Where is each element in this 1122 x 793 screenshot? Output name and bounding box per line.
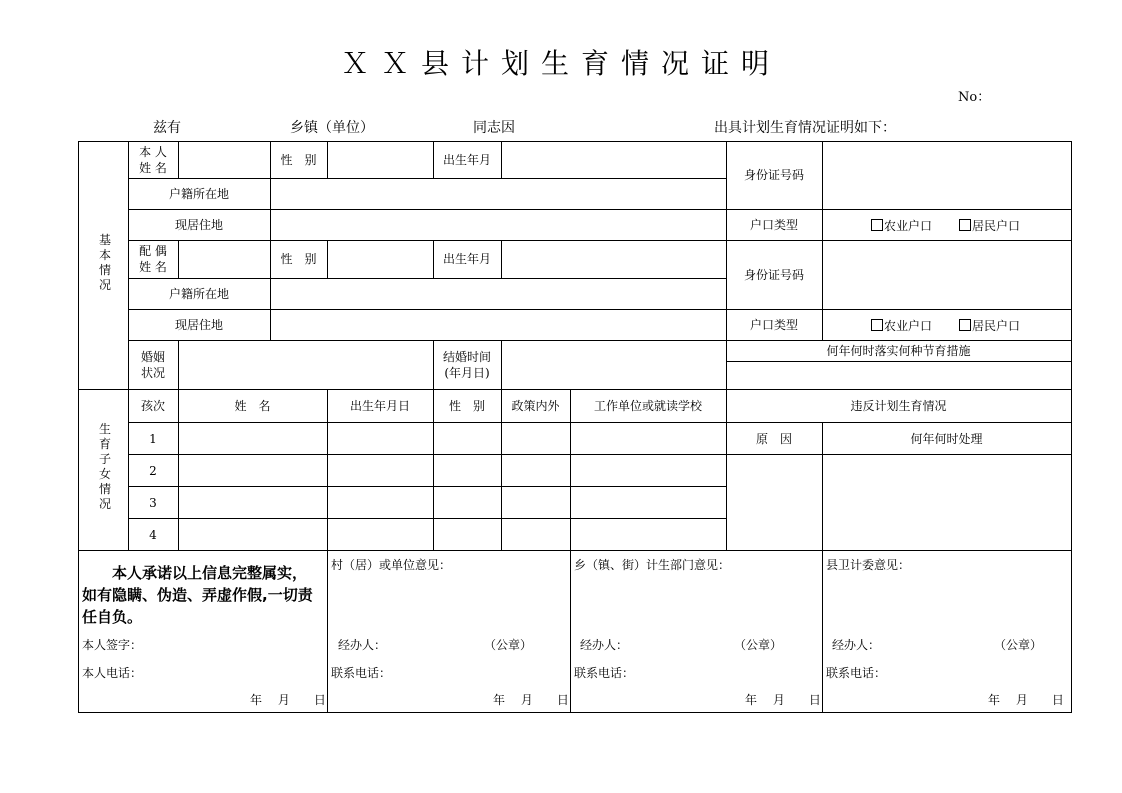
- spouse-household-label: 户籍所在地: [168, 287, 229, 301]
- child-policy-header: 政策内外: [511, 399, 560, 413]
- spouse-residence-label: 现居住地: [174, 318, 223, 332]
- self-date-label: 年 月 日: [250, 693, 326, 707]
- child-row-3: 3: [149, 496, 157, 510]
- spouse-hukou-type-label: 户口类型: [749, 318, 798, 332]
- village-seal-label: （公章）: [484, 638, 533, 652]
- marital-status-label: 婚姻 状况: [140, 350, 165, 380]
- spouse-birth-label: 出生年月: [442, 252, 491, 266]
- spouse-name-label: 配 偶 姓 名: [139, 244, 167, 274]
- self-birth-label: 出生年月: [442, 153, 491, 167]
- contraception-label: 何年何时落实何种节育措施: [826, 344, 971, 358]
- intro-part-4: 出具计划生育情况证明如下：: [714, 120, 896, 136]
- self-agri-option[interactable]: 农业户口: [871, 218, 932, 234]
- township-phone-label: 联系电话：: [574, 666, 635, 680]
- pledge-statement: 本人承诺以上信息完整属实，如有隐瞒、伪造、弄虚作假,一切责任自负。: [82, 564, 313, 626]
- county-date-label: 年 月 日: [988, 693, 1064, 707]
- county-phone-label: 联系电话：: [826, 666, 887, 680]
- marriage-time-label: 结婚时间 (年月日): [442, 350, 491, 380]
- spouse-resident-option[interactable]: 居民户口: [959, 318, 1020, 334]
- self-sign-label: 本人签字：: [82, 638, 143, 652]
- page-title: ＸＸ县计划生育情况证明: [340, 47, 781, 80]
- checkbox-icon[interactable]: [871, 319, 883, 331]
- township-opinion-label: 乡（镇、街）计生部门意见：: [574, 558, 731, 572]
- violation-reason-header: 原 因: [755, 432, 792, 446]
- township-date-label: 年 月 日: [745, 693, 821, 707]
- intro-part-1: 兹有: [153, 120, 181, 136]
- self-gender-label: 性 别: [280, 153, 317, 167]
- intro-part-3: 同志因: [473, 120, 515, 136]
- child-row-2: 2: [149, 464, 157, 478]
- checkbox-icon[interactable]: [871, 219, 883, 231]
- self-name-label: 本 人 姓 名: [139, 145, 167, 175]
- village-opinion-label: 村（居）或单位意见：: [331, 558, 452, 572]
- spouse-id-label: 身份证号码: [743, 268, 804, 282]
- self-id-label: 身份证号码: [743, 168, 804, 182]
- county-opinion-label: 县卫计委意见：: [826, 558, 911, 572]
- spouse-agri-option[interactable]: 农业户口: [871, 318, 932, 334]
- violation-handling-header: 何年何时处理: [910, 432, 983, 446]
- number-label: No：: [958, 90, 991, 105]
- checkbox-icon[interactable]: [959, 319, 971, 331]
- county-handler-label: 经办人：: [832, 638, 881, 652]
- child-row-4: 4: [149, 528, 157, 542]
- self-phone-label: 本人电话：: [82, 666, 143, 680]
- village-date-label: 年 月 日: [493, 693, 569, 707]
- spouse-gender-label: 性 别: [280, 252, 317, 266]
- self-residence-label: 现居住地: [174, 218, 223, 232]
- child-order-header: 孩次: [140, 399, 165, 413]
- child-gender-header: 性 别: [448, 399, 485, 413]
- child-birthday-header: 出生年月日: [349, 399, 410, 413]
- basic-section-label: 基本情况: [98, 233, 111, 292]
- county-seal-label: （公章）: [994, 638, 1043, 652]
- self-hukou-type-label: 户口类型: [749, 218, 798, 232]
- intro-part-2: 乡镇（单位）: [290, 120, 374, 136]
- township-seal-label: （公章）: [734, 638, 783, 652]
- children-section-label: 生育子女情况: [98, 422, 111, 511]
- self-household-label: 户籍所在地: [168, 187, 229, 201]
- township-handler-label: 经办人：: [580, 638, 629, 652]
- self-resident-option[interactable]: 居民户口: [959, 218, 1020, 234]
- checkbox-icon[interactable]: [959, 219, 971, 231]
- child-row-1: 1: [149, 432, 157, 446]
- child-work-header: 工作单位或就读学校: [593, 399, 702, 413]
- violation-header: 违反计划生育情况: [850, 399, 947, 413]
- village-handler-label: 经办人：: [338, 638, 387, 652]
- child-name-header: 姓 名: [234, 399, 271, 413]
- village-phone-label: 联系电话：: [331, 666, 392, 680]
